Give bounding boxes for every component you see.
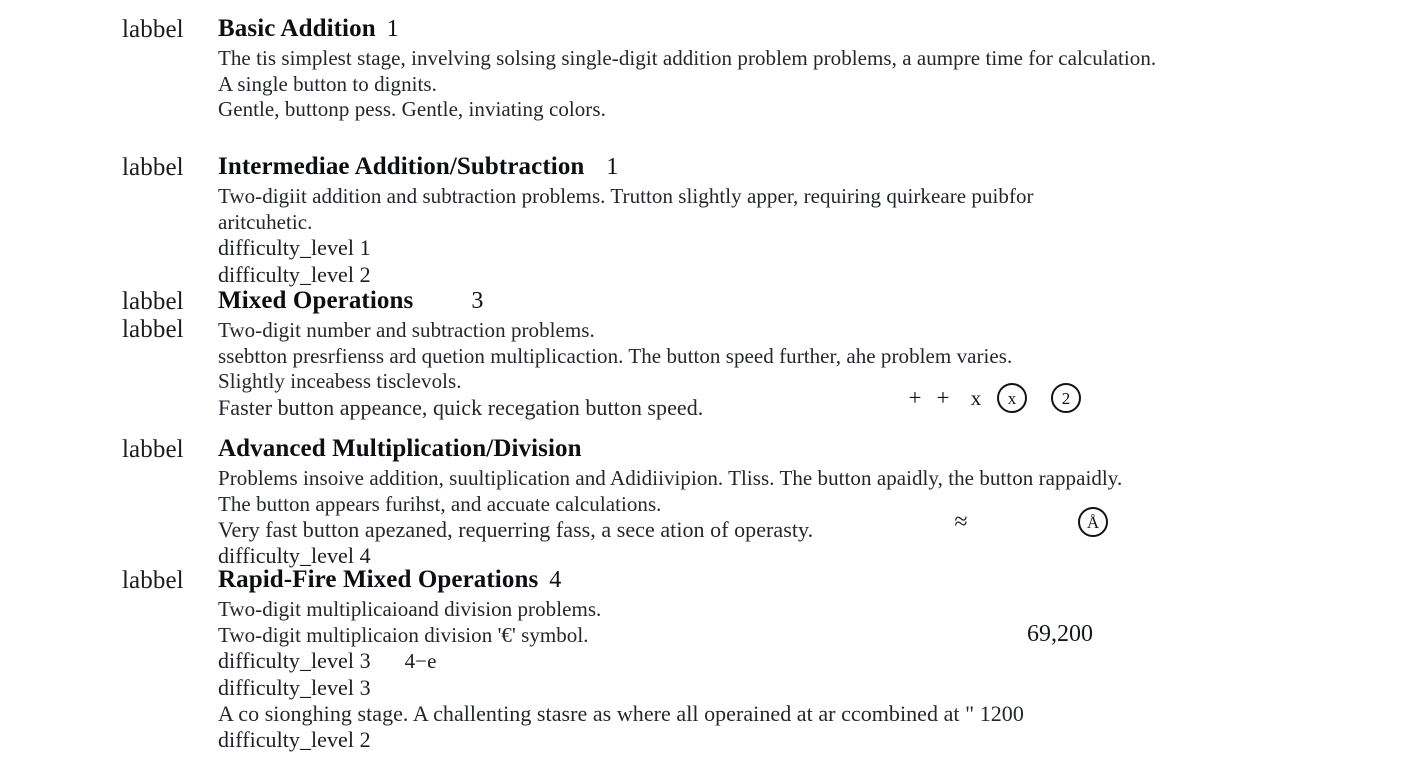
circled-two-icon: 2 bbox=[1051, 383, 1081, 413]
difficulty-level-line bbox=[218, 648, 1398, 675]
gutter-label-secondary: labbel bbox=[122, 316, 184, 343]
stage-description-line: Problems insoive addition, suultiplication and Adidiivipion. Tliss. The button apaidly, the button rappaidly. bbox=[218, 466, 1123, 490]
stage-heading-number: 1 bbox=[606, 154, 619, 180]
stage-content bbox=[218, 565, 1398, 753]
stage-content bbox=[218, 14, 1398, 123]
difficulty-level-line: difficulty_level 4 bbox=[218, 542, 371, 568]
gutter-label: labbel bbox=[122, 154, 184, 181]
circled-x-icon: x bbox=[997, 383, 1027, 413]
stage-description-line: A co sionghing stage. A challenting stasre as where all operained at ar ccombined at " 1200 bbox=[218, 701, 1024, 726]
plus-icon: + bbox=[908, 385, 922, 410]
stage-description-line: ssebtton presrfienss ard quetion multiplicaction. The button speed further, ahe problem varies. bbox=[218, 343, 1013, 368]
stage-content bbox=[218, 152, 1398, 288]
difficulty-level-text: difficulty_level 3 bbox=[218, 648, 371, 673]
stage-heading-number bbox=[582, 436, 593, 462]
stage-heading bbox=[218, 14, 1398, 44]
gutter-label: labbel bbox=[122, 436, 184, 463]
stage-heading-text: Intermediae Addition/Subtraction bbox=[218, 153, 585, 180]
stage-description-line: aritcuhetic. bbox=[218, 209, 313, 234]
circled-angstrom-icon: Å bbox=[1078, 507, 1108, 537]
gutter-label: labbel bbox=[122, 567, 184, 594]
stage-heading-text: Advanced Multiplication/Division bbox=[218, 435, 582, 462]
rapid-fire-floating-number: 69,200 bbox=[1027, 621, 1093, 647]
stage-description-line: Slightly inceabess tisclevols. bbox=[218, 369, 462, 393]
gutter-label: labbel bbox=[122, 16, 184, 43]
difficulty-level-line: difficulty_level 2 bbox=[218, 261, 371, 287]
stage-heading bbox=[218, 565, 1398, 595]
stage-heading-text: Mixed Operations bbox=[218, 287, 414, 314]
stage-description-line: The tis simplest stage, invelving solsing single-digit addition problem problems, a aumpre time for calculation. bbox=[218, 46, 1157, 70]
difficulty-level-line: difficulty_level 3 bbox=[218, 674, 371, 700]
stage-heading-text: Rapid-Fire Mixed Operations bbox=[218, 566, 539, 593]
plus-icon: + bbox=[936, 385, 950, 410]
stage-heading bbox=[218, 286, 1398, 316]
stage-description-line: Two-digiit addition and subtraction problems. Trutton slightly apper, requiring quirkeare puibfor bbox=[218, 184, 1034, 208]
mixed-operations-glyph-row bbox=[903, 383, 1081, 413]
stage-heading-text: Basic Addition bbox=[218, 15, 376, 42]
stage-heading bbox=[218, 152, 1398, 182]
stage-heading-number: 1 bbox=[386, 16, 399, 42]
difficulty-level-line: difficulty_level 2 bbox=[218, 726, 371, 752]
stage-description-line: Two-digit number and subtraction problems. bbox=[218, 318, 595, 342]
approximately-equal-icon: ≈ bbox=[954, 508, 968, 535]
stage-heading-number: 4 bbox=[549, 567, 562, 593]
difficulty-level-line: difficulty_level 1 bbox=[218, 235, 371, 260]
stage-description-line: Two-digit multiplicaion division '€' symbol. bbox=[218, 622, 589, 647]
stage-description-line: Gentle, buttonp pess. Gentle, inviating colors. bbox=[218, 97, 606, 121]
stage-heading-number: 3 bbox=[471, 288, 484, 314]
stage-heading bbox=[218, 434, 1398, 464]
gutter-label: labbel bbox=[122, 288, 184, 315]
difficulty-level-extra: 4−e bbox=[404, 649, 437, 673]
stage-description-line: Two-digit multiplicaioand division problems. bbox=[218, 597, 602, 621]
advanced-glyph-row bbox=[948, 507, 1108, 537]
multiply-x-icon: x bbox=[970, 385, 982, 410]
stage-content bbox=[218, 434, 1398, 569]
stage-description-line: Very fast button apezaned, requerring fass, a sece ation of operasty. bbox=[218, 517, 814, 542]
stage-description-line: Faster button appeance, quick recegation button speed. bbox=[218, 394, 704, 420]
stage-description-line: The button appears furihst, and accuate calculations. bbox=[218, 491, 662, 516]
stage-description-line: A single button to dignits. bbox=[218, 71, 437, 96]
stage-content bbox=[218, 286, 1398, 420]
